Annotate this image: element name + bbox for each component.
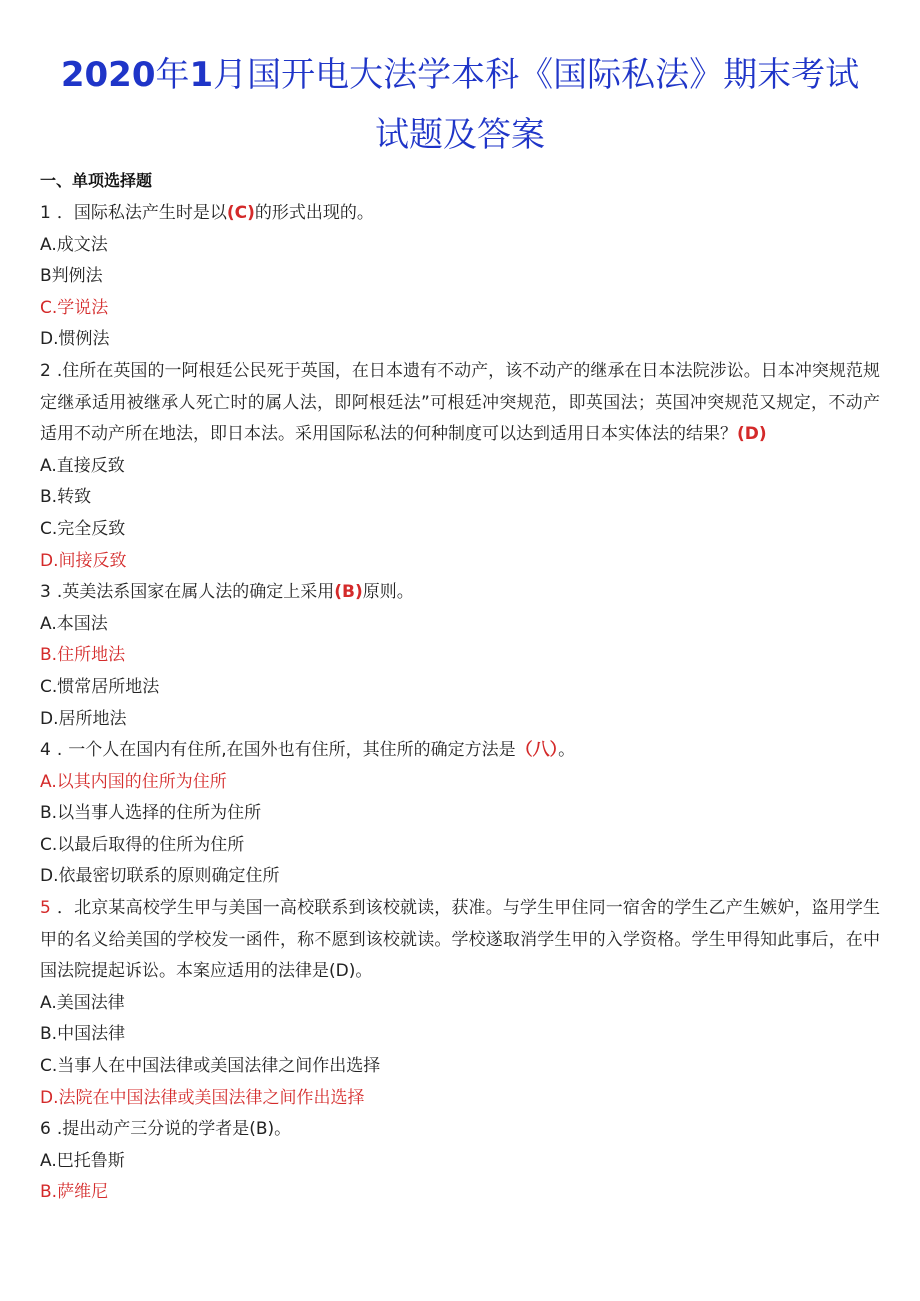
question-stem: [40, 356, 880, 451]
answer-marker: （八）: [515, 740, 559, 761]
answer-marker: (D): [737, 424, 767, 445]
question-stem: [40, 1114, 880, 1146]
option: A.巴托鲁斯: [40, 1150, 125, 1171]
question-stem: [40, 198, 880, 230]
option-correct: B.萨维尼: [40, 1182, 109, 1203]
option: C.完全反致: [40, 518, 126, 539]
option: A.美国法律: [40, 992, 125, 1013]
option: D.居所地法: [40, 708, 127, 729]
option-correct: C.学说法: [40, 297, 109, 318]
question-text: 一个人在国内有住所,在国外也有住所，其住所的确定方法是: [68, 740, 516, 761]
question-text: .住所在英国的一阿根廷公民死于英国，在日本遗有不动产，该不动产的继承在日本法院涉讼。日本冲突规范规定继承适用被继承人死亡时的属人法，即阿根廷法”可根廷冲突规范，即英国法；英国冲突规范又规定，不动产适用不动产所在地法，即日本法。采用国际私法的何种制度可以达到适用日本实体法的结果？: [40, 360, 880, 445]
question-number: 5: [40, 898, 57, 919]
question-text-tail: 。: [558, 740, 576, 761]
option: C.当事人在中国法律或美国法律之间作出选择: [40, 1056, 381, 1077]
question-number: 6: [40, 1119, 57, 1140]
question-stem: [40, 577, 880, 609]
option: B判例法: [40, 266, 103, 287]
document-title: [0, 52, 920, 98]
question-text: .提出动产三分说的学者是(B)。: [56, 1119, 292, 1140]
question-text: ．国际私法产生时是以: [56, 203, 227, 223]
option: C.惯常居所地法: [40, 676, 160, 697]
question-number: 3: [40, 582, 57, 603]
document-subtitle: 试题及答案: [375, 115, 545, 155]
title-month: 1: [189, 55, 214, 95]
title-year: 2020: [60, 55, 156, 95]
answer-marker: (C): [226, 203, 255, 223]
option: D.依最密切联系的原则确定住所: [40, 866, 280, 887]
question-stem: [40, 735, 880, 767]
question-number: 2: [40, 360, 57, 381]
option: D.惯例法: [40, 329, 110, 350]
option-correct: B.住所地法: [40, 645, 126, 666]
question-text-tail: 的形式出现的。: [254, 203, 374, 223]
option: C.以最后取得的住所为住所: [40, 834, 245, 855]
question-text-tail: 原则。: [362, 582, 414, 603]
option: B.以当事人选择的住所为住所: [40, 803, 262, 824]
question-number: 4.: [40, 740, 69, 761]
option-correct: D.间接反致: [40, 550, 127, 571]
question-list: [40, 198, 880, 1209]
question-text: ．北京某高校学生甲与美国一高校联系到该校就读，获准。与学生甲住同一宿舍的学生乙产生嫉妒，盗用学生甲的名义给美国的学校发一函件，称不愿到该校就读。学校遂取消学生甲的入学资格。学生甲得知此事后，在中国法院提起诉讼。本案应适用的法律是(D)。: [40, 898, 880, 982]
option-correct: D.法院在中国法律或美国法律之间作出选择: [40, 1087, 365, 1108]
question-stem: [40, 893, 880, 988]
option: A.直接反致: [40, 455, 125, 476]
option: B.中国法律: [40, 1024, 126, 1045]
option: A.本国法: [40, 613, 108, 634]
option-correct: A.以其内国的住所为住所: [40, 771, 227, 792]
question-number: 1: [40, 203, 57, 223]
title-year-suffix: 年: [155, 55, 190, 95]
option: A.成文法: [40, 234, 108, 255]
answer-marker: (B): [334, 582, 363, 603]
title-rest: 月国开电大法学本科《国际私法》期末考试: [213, 55, 860, 95]
question-text: .英美法系国家在属人法的确定上采用: [56, 582, 335, 603]
option: B.转致: [40, 487, 92, 508]
section-heading: 一、单项选择题: [40, 171, 153, 190]
